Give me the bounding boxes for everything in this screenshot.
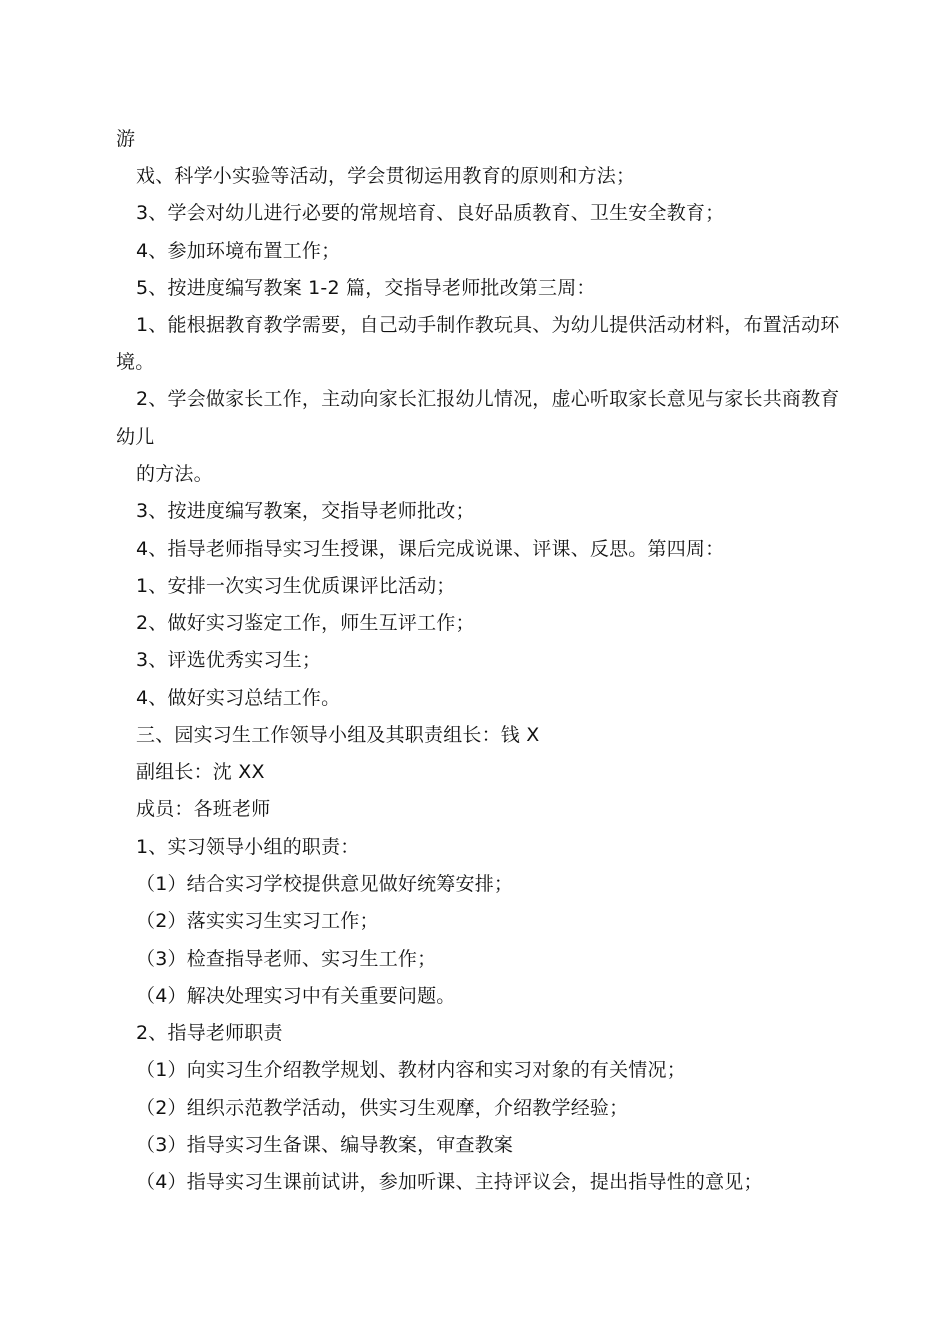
text-line: 幼儿: [116, 426, 155, 448]
text-line: 4、指导老师指导实习生授课，课后完成说课、评课、反思。第四周：: [136, 538, 725, 560]
text-line: （2）落实实习生实习工作；: [136, 910, 379, 932]
text-line: 1、能根据教育教学需要，自己动手制作教玩具、为幼儿提供活动材料，布置活动环: [136, 314, 840, 336]
text-line: 3、学会对幼儿进行必要的常规培育、良好品质教育、卫生安全教育；: [136, 202, 725, 224]
text-line: （3）检查指导老师、实习生工作；: [136, 948, 437, 970]
text-line: 游: [116, 128, 136, 150]
text-line: （1）向实习生介绍教学规划、教材内容和实习对象的有关情况；: [136, 1059, 686, 1081]
text-line: 3、评选优秀实习生；: [136, 649, 322, 671]
text-line: 境。: [116, 351, 155, 373]
text-line: 副组长：沈 XX: [136, 761, 265, 783]
text-line: 4、参加环境布置工作；: [136, 240, 341, 262]
text-line: （4）指导实习生课前试讲，参加听课、主持评议会，提出指导性的意见；: [136, 1171, 763, 1193]
text-line: （2）组织示范教学活动，供实习生观摩，介绍教学经验；: [136, 1097, 629, 1119]
section-heading: 三、园实习生工作领导小组及其职责组长：钱 X: [136, 724, 540, 746]
text-line: 2、做好实习鉴定工作，师生互评工作；: [136, 612, 475, 634]
text-line: （4）解决处理实习中有关重要问题。: [136, 985, 456, 1007]
text-line: 1、安排一次实习生优质课评比活动；: [136, 575, 456, 597]
text-line: 4、做好实习总结工作。: [136, 687, 341, 709]
text-line: 戏、科学小实验等活动，学会贯彻运用教育的原则和方法；: [136, 165, 636, 187]
text-line: （3）指导实习生备课、编导教案，审查教案: [136, 1134, 514, 1156]
text-line: 2、学会做家长工作，主动向家长汇报幼儿情况，虚心听取家长意见与家长共商教育: [136, 388, 840, 410]
text-line: 2、指导老师职责: [136, 1022, 283, 1044]
text-line: 3、按进度编写教案，交指导老师批改；: [136, 500, 475, 522]
text-line: 5、按进度编写教案 1-2 篇，交指导老师批改第三周：: [136, 277, 596, 299]
text-line: 1、实习领导小组的职责：: [136, 836, 360, 858]
text-line: 的方法。: [136, 463, 213, 485]
text-line: 成员：各班老师: [136, 798, 271, 820]
text-line: （1）结合实习学校提供意见做好统筹安排；: [136, 873, 514, 895]
